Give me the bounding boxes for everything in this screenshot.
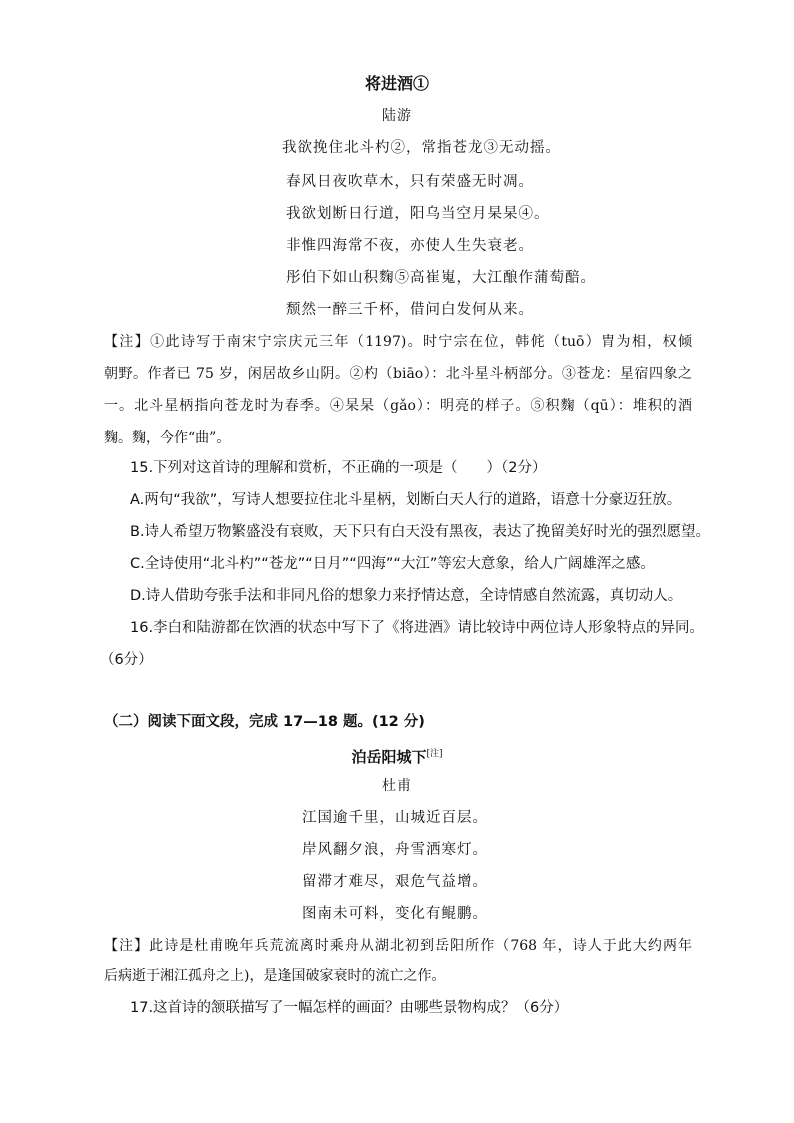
poem1-line-2: 春风日夜吹草木，只有荣盛无时凋。 xyxy=(286,174,534,190)
question-15-option-b: B.诗人希望万物繁盛没有衰败，天下只有白天没有黑夜，表达了挽留美好时光的强烈愿望。 xyxy=(130,524,711,540)
question-16-text: 16.李白和陆游都在饮酒的状态中写下了《将进酒》请比较诗中两位诗人形象特点的异同。 xyxy=(130,620,705,636)
poem1-line-1: 我欲挽住北斗杓②，常指苍龙③无动摇。 xyxy=(282,140,561,156)
poem1-line-6: 颓然一醉三千杯，借问白发何从来。 xyxy=(286,302,534,318)
section-2-heading: （二）阅读下面文段，完成 17—18 题。(12 分) xyxy=(104,714,425,730)
poem1-line-3: 我欲划断日行道，阳乌当空月杲杲④。 xyxy=(286,206,550,222)
poem2-line-1: 江国逾千里，山城近百层。 xyxy=(302,810,488,826)
poem1-note-line-4: 麴。麴，今作“曲”。 xyxy=(104,430,231,446)
poem1-note-line-1: 【注】①此诗写于南宋宁宗庆元三年（1197)。时宁宗在位，韩侂（tuō）胄为相，权倾 xyxy=(104,334,692,350)
question-16-points: （6分） xyxy=(100,652,153,668)
poem1-title: 将进酒① xyxy=(364,74,429,93)
poem2-note-line-2: 后病逝于湘江孤舟之上)，是逢国破家衰时的流亡之作。 xyxy=(104,968,446,984)
question-15-stem: 15.下列对这首诗的理解和赏析，不正确的一项是（ ）（2分） xyxy=(130,460,547,476)
poem1-note-line-3: 一。北斗星柄指向苍龙时为春季。④杲杲（gǎo）：明亮的样子。⑤积麴（qū）：堆积的酒 xyxy=(104,398,692,414)
poem1-line-4: 非惟四海常不夜，亦使人生失衰老。 xyxy=(286,238,534,254)
poem2-author: 杜甫 xyxy=(382,778,412,794)
poem2-title-text: 泊岳阳城下 xyxy=(351,748,427,766)
poem2-line-2: 岸风翻夕浪，舟雪洒寒灯。 xyxy=(302,842,488,858)
poem1-author: 陆游 xyxy=(382,108,412,124)
poem2-line-4: 图南未可料，变化有鲲鹏。 xyxy=(302,906,488,922)
question-15-option-a: A.两句“我欲”，写诗人想要拉住北斗星柄，划断白天人行的道路，语意十分豪迈狂放。 xyxy=(130,492,682,508)
poem2-line-3: 留滞才难尽，艰危气益增。 xyxy=(302,874,488,890)
poem2-note-line-1: 【注】此诗是杜甫晚年兵荒流离时乘舟从湖北初到岳阳所作（768 年，诗人于此大约两年 xyxy=(104,938,692,954)
question-15-option-c: C.全诗使用“北斗杓”“苍龙”“日月”“四海”“大江”等宏大意象，给人广阔雄浑之感。 xyxy=(130,556,655,572)
question-17-text: 17.这首诗的颔联描写了一幅怎样的画面？由哪些景物构成？（6分） xyxy=(130,1000,569,1016)
question-15-option-d: D.诗人借助夸张手法和非同凡俗的想象力来抒情达意，全诗情感自然流露，真切动人。 xyxy=(130,588,683,604)
poem2-title-note-marker: [注] xyxy=(426,749,443,759)
poem1-note-line-2: 朝野。作者已 75 岁，闲居故乡山阴。②杓（biāo）：北斗星斗柄部分。③苍龙：星宿四象之 xyxy=(104,366,692,382)
poem2-title xyxy=(0,744,794,767)
poem1-line-5: 彤伯下如山积麴⑤高崔嵬，大江酿作蒲萄醅。 xyxy=(286,270,596,286)
